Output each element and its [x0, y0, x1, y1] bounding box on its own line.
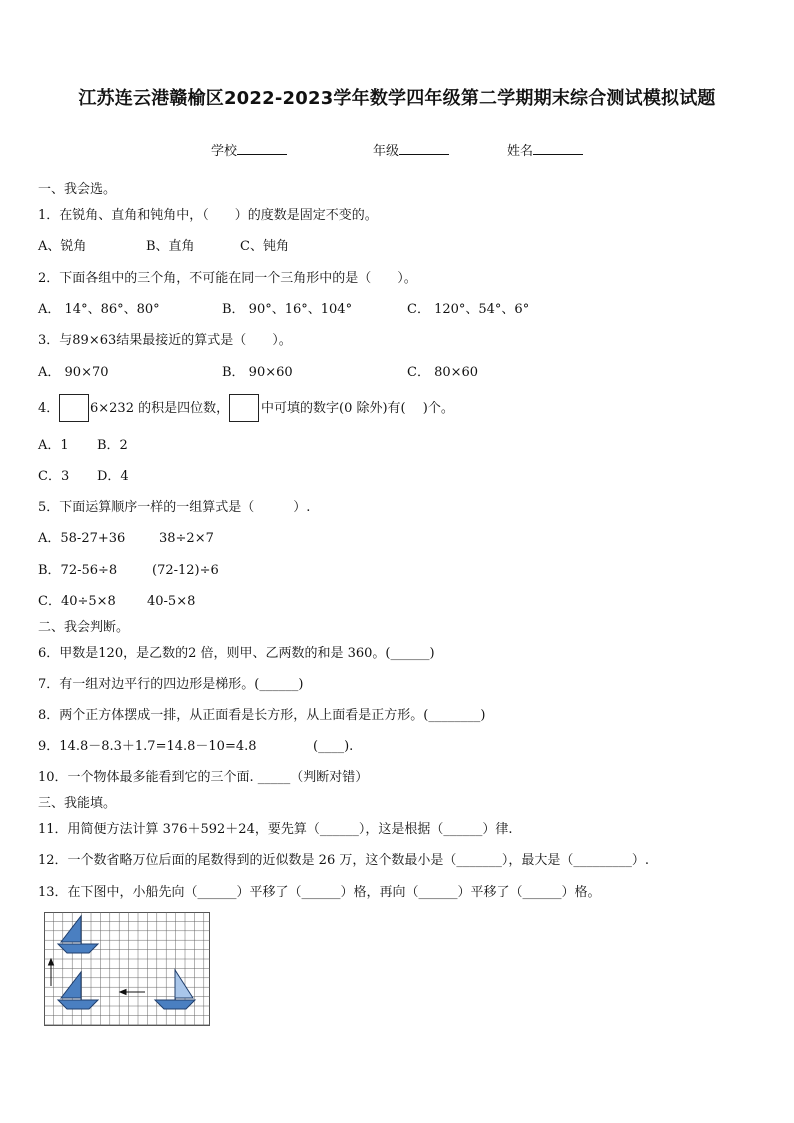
name-label: 姓名	[507, 144, 534, 159]
q1-option-c: C、钝角	[240, 239, 289, 254]
question-5: 5．下面运算顺序一样的一组算式是（ ）.	[38, 500, 311, 515]
q4-text-middle: 6×232 的积是四位数，	[90, 401, 230, 416]
question-9: 9．14.8－8.3＋1.7=14.8－10=4.8	[38, 739, 257, 754]
boat-grid-figure	[44, 912, 210, 1026]
section-3-heading: 三、我能填。	[38, 796, 117, 811]
q5-option-a-expr2: 38÷2×7	[159, 531, 214, 546]
question-6: 6．甲数是120，是乙数的2 倍，则甲、乙两数的和是 360。(______)	[38, 646, 435, 661]
q4-option-b: B．2	[97, 438, 128, 453]
q4-blank-box-1[interactable]	[59, 394, 89, 422]
question-3: 3．与89×63结果最接近的算式是（ ）。	[38, 333, 292, 348]
q1-option-a: A、锐角	[38, 239, 87, 254]
question-12: 12．一个数省略万位后面的尾数得到的近似数是 26 万，这个数最小是（_______），最大是（_________）.	[38, 853, 649, 868]
school-field	[211, 140, 287, 159]
question-1: 1．在锐角、直角和钝角中，（ ）的度数是固定不变的。	[38, 208, 378, 223]
section-1-heading: 一、我会选。	[38, 182, 117, 197]
name-blank[interactable]	[533, 140, 583, 155]
q2-option-c: C． 120°、54°、6°	[407, 302, 530, 317]
q5-option-a-expr1: A．58-27+36	[38, 531, 126, 546]
q4-blank-box-2[interactable]	[229, 394, 259, 422]
q4-option-d: D．4	[97, 469, 129, 484]
q3-option-a: A． 90×70	[38, 365, 109, 380]
arrow-left-icon	[120, 990, 145, 995]
question-11: 11．用简便方法计算 376＋592＋24，要先算（______），这是根据（______）律.	[38, 822, 513, 837]
question-13: 13．在下图中，小船先向（______）平移了（______）格，再向（______）平移了（______）格。	[38, 885, 601, 900]
q4-number: 4．	[38, 401, 60, 416]
section-2-heading: 二、我会判断。	[38, 620, 130, 635]
q5-option-b-expr2: (72-12)÷6	[152, 563, 219, 578]
boat-bottom-left	[58, 972, 98, 1009]
q3-option-c: C． 80×60	[407, 365, 479, 380]
question-2: 2．下面各组中的三个角，不可能在同一个三角形中的是（ ）。	[38, 271, 417, 286]
boat-bottom-right	[155, 970, 195, 1009]
q5-option-b-expr1: B．72-56÷8	[38, 563, 118, 578]
grid-svg	[44, 912, 210, 1026]
grade-blank[interactable]	[399, 140, 449, 155]
q3-option-b: B． 90×60	[222, 365, 293, 380]
grade-label: 年级	[373, 144, 400, 159]
school-blank[interactable]	[237, 140, 287, 155]
q1-option-b: B、直角	[146, 239, 195, 254]
q4-text-end: 中可填的数字(0 除外)有( )个。	[261, 401, 454, 416]
grade-field	[373, 140, 449, 159]
question-7: 7．有一组对边平行的四边形是梯形。(______)	[38, 677, 304, 692]
q5-option-c-expr1: C．40÷5×8	[38, 594, 116, 609]
exam-title: 江苏连云港赣榆区2022-2023学年数学四年级第二学期期末综合测试模拟试题	[78, 88, 716, 109]
arrow-up-icon	[49, 959, 54, 986]
name-field	[507, 140, 583, 159]
school-label: 学校	[211, 144, 238, 159]
question-10: 10．一个物体最多能看到它的三个面. _____（判断对错）	[38, 770, 369, 785]
q4-option-c: C．3	[38, 469, 70, 484]
q9-answer-blank: (____).	[313, 739, 354, 754]
q2-option-b: B． 90°、16°、104°	[222, 302, 353, 317]
q2-option-a: A． 14°、86°、80°	[38, 302, 160, 317]
question-8: 8．两个正方体摆成一排，从正面看是长方形，从上面看是正方形。(________)	[38, 708, 486, 723]
q5-option-c-expr2: 40-5×8	[147, 594, 196, 609]
q4-option-a: A．1	[38, 438, 69, 453]
